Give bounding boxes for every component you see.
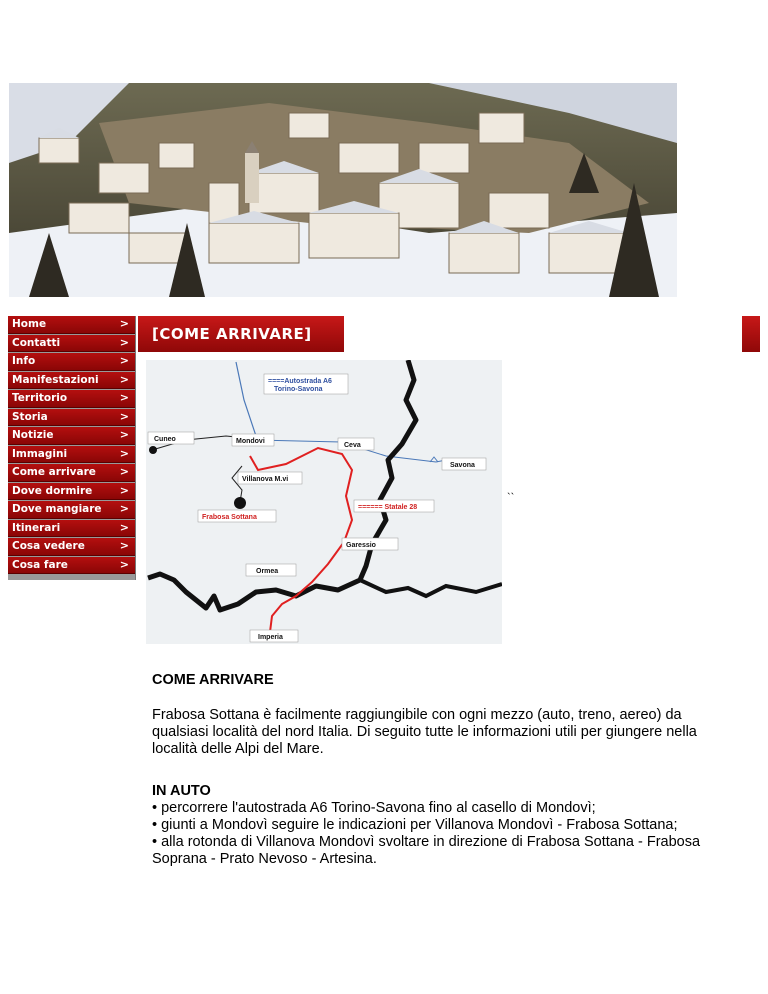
chevron-right-icon: >	[119, 465, 129, 478]
menu-item-label: Manifestazioni	[12, 373, 99, 386]
stray-ticks: ``	[507, 492, 515, 504]
chevron-right-icon: >	[119, 409, 129, 423]
menu-item-label: Dove dormire	[12, 484, 93, 497]
map-label-imperia: Imperia	[258, 634, 283, 641]
chevron-right-icon: >	[119, 391, 129, 404]
banner-photo	[9, 83, 677, 297]
auto-heading: IN AUTO	[152, 783, 211, 799]
chevron-right-icon: >	[119, 539, 129, 552]
map-label-savona: Savona	[450, 462, 475, 469]
menu-item-info[interactable]	[8, 353, 135, 371]
map-label-ormea: Ormea	[256, 568, 279, 575]
sidebar-menu	[8, 316, 136, 580]
menu-item-cosa-fare[interactable]	[8, 557, 135, 575]
menu-item-label: Dove mangiare	[12, 503, 102, 515]
menu-item-label: Cosa fare	[12, 558, 68, 571]
chevron-right-icon: >	[119, 317, 129, 330]
map-label-autostrada-2: Torino-Savona	[274, 386, 323, 393]
map-label-autostrada: ====Autostrada A6	[268, 378, 332, 385]
map-label-frabosa: Frabosa Sottana	[202, 514, 257, 521]
menu-item-dove-mangiare[interactable]	[8, 501, 135, 519]
chevron-right-icon: >	[119, 502, 129, 515]
chevron-right-icon: >	[119, 520, 129, 534]
menu-item-storia[interactable]	[8, 409, 135, 427]
chevron-right-icon: >	[119, 428, 129, 441]
menu-item-immagini[interactable]	[8, 446, 135, 464]
menu-item-come-arrivare[interactable]	[8, 464, 135, 482]
intro-paragraph: Frabosa Sottana è facilmente raggiungibile con ogni mezzo (auto, treno, aereo) da qualsiasi località del nord Italia. Di seguito tutte le informazioni utili per giungere nella località delle Alpi del Mare.	[152, 707, 697, 757]
chevron-right-icon: >	[119, 335, 129, 349]
map-label-cuneo: Cuneo	[154, 436, 176, 443]
menu-item-label: Territorio	[12, 392, 68, 404]
menu-item-label: Come arrivare	[12, 466, 96, 478]
chevron-right-icon: >	[119, 557, 129, 571]
map-label-mondovi: Mondovi	[236, 438, 265, 445]
map-label-villanova: Villanova M.vi	[242, 476, 289, 483]
menu-item-label: Immagini	[12, 447, 68, 460]
menu-item-label: Info	[12, 355, 36, 367]
menu-item-label: Cosa vedere	[12, 540, 85, 552]
chevron-right-icon: >	[119, 354, 129, 367]
chevron-right-icon: >	[119, 372, 129, 386]
menu-item-notizie[interactable]	[8, 427, 135, 445]
list-item: • giunti a Mondovì seguire le indicazioni per Villanova Mondovì - Frabosa Sottana;	[152, 817, 678, 833]
menu-item-cosa-vedere[interactable]	[8, 538, 135, 556]
map-label-statale: ====== Statale 28	[358, 504, 418, 511]
chevron-right-icon: >	[119, 446, 129, 460]
menu-item-dove-dormire[interactable]	[8, 483, 135, 501]
menu-item-label: Contatti	[12, 336, 61, 349]
right-accent-tab	[742, 316, 760, 352]
menu-item-label: Notizie	[12, 429, 54, 441]
main-content	[152, 672, 712, 868]
menu-item-manifestazioni[interactable]	[8, 372, 135, 390]
page-heading: COME ARRIVARE	[152, 672, 274, 688]
map-label-ceva: Ceva	[344, 442, 361, 449]
list-item: • alla rotonda di Villanova Mondovì svoltare in direzione di Frabosa Sottana - Frabosa Soprana - Prato Nevoso - Artesina.	[152, 834, 701, 867]
chevron-right-icon: >	[119, 483, 129, 497]
menu-item-contatti[interactable]	[8, 335, 135, 353]
list-item: • percorrere l'autostrada A6 Torino-Savona fino al casello di Mondovì;	[152, 800, 596, 816]
menu-item-label: Storia	[12, 410, 48, 423]
map-label-garessio: Garessio	[346, 542, 376, 549]
section-title: [COME ARRIVARE]	[138, 316, 344, 352]
menu-item-territorio[interactable]	[8, 390, 135, 408]
menu-item-home[interactable]	[8, 316, 135, 334]
menu-item-label: Home	[12, 318, 47, 330]
route-map	[146, 360, 502, 644]
menu-item-label: Itinerari	[12, 521, 61, 534]
menu-item-itinerari[interactable]	[8, 520, 135, 538]
